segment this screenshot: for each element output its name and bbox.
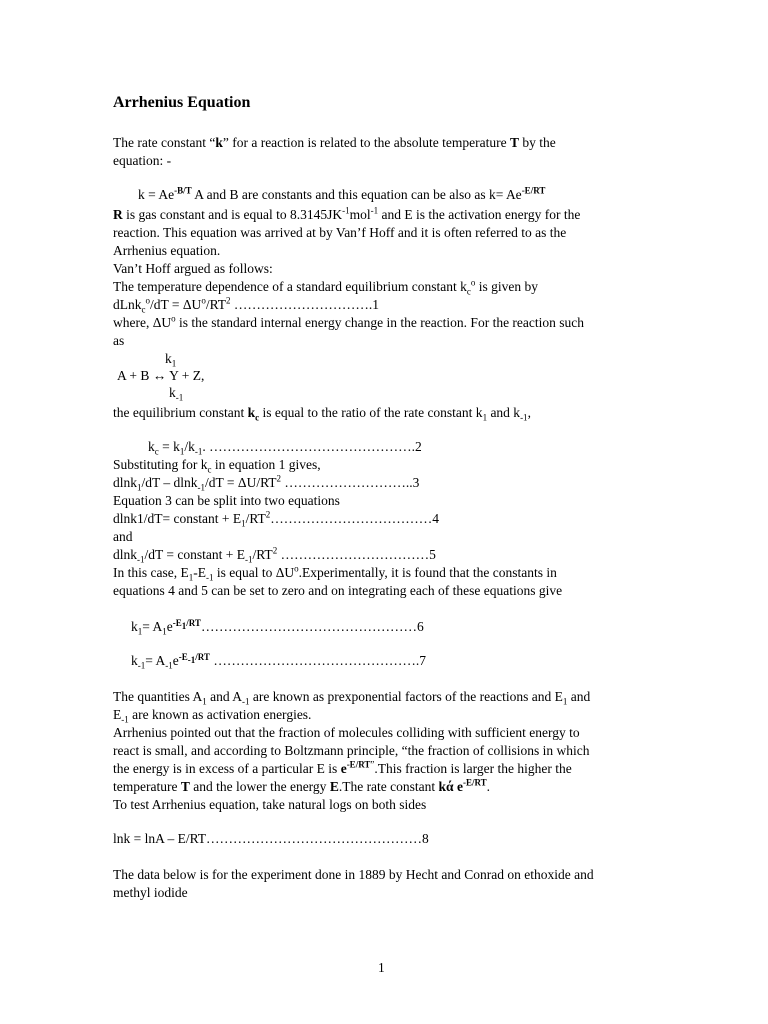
- paragraph-line: and: [113, 529, 133, 544]
- equation-4: dlnk1/dT= constant + $E_1/RT^2\dots\dots\dots\dots\dots\dots\dots\dots\dots\dots\dots\dots 4$: [113, 509, 440, 529]
- paragraph-line: the equilibrium constant $k_c$ is equal to the ratio of the rate constant $k_1$ and $k_{-1}$,: [113, 405, 531, 423]
- paragraph-line: The temperature dependence of a standard equilibrium constant $k_c^o$ is given by: [113, 277, 538, 297]
- paragraph-line: react is small, and according to Boltzmann principle, “the fraction of collisions in which: [113, 743, 590, 758]
- paragraph-line: The quantities $A_1$ and $A_{-1}$ are known as prexponential factors of the reactions and $E_1$ and: [113, 689, 591, 707]
- paragraph-line: $E_{-1}$ are known as activation energies.: [113, 707, 312, 725]
- paragraph-line: Equation 3 can be split into two equations: [113, 493, 340, 508]
- paragraph-line: the energy is in excess of a particular E is $e^{-E/RT”}.This$ fraction is larger the higher the: [113, 759, 572, 776]
- equation-5: dlnk$_{-1}$/dT = constant + $E_{-1}/RT^2$ ……………………………5: [113, 545, 436, 565]
- equation-2: $k_c = k_1/k_{-1}$. ……………………………………….2: [148, 439, 422, 457]
- paragraph-line: To test Arrhenius equation, take natural logs on both sides: [113, 797, 427, 812]
- reaction-forward-rate: $k_1$: [165, 351, 177, 369]
- equation-3: $dlnk_1/dT - dlnk_{-1}/dT = \Delta U/RT^2$ ………………………..3: [113, 473, 420, 493]
- paragraph-line: as: [113, 333, 125, 348]
- paragraph-line: equation: -: [113, 153, 172, 168]
- paragraph-line: The data below is for the experiment done in 1889 by Hecht and Conrad on ethoxide and: [113, 867, 594, 882]
- paragraph-line: where, $\Delta U^o$ is the standard internal energy change in the reaction. For the reaction such: [113, 313, 585, 330]
- page-number: 1: [378, 960, 385, 975]
- paragraph-line: Arrhenius equation.: [113, 243, 221, 258]
- paragraph-line: In this case, $E_1-E_{-1}$ is equal to $\Delta U^o.Experimentally$, it is found that the constants in: [113, 563, 557, 583]
- paragraph-line: The rate constant “k” for a reaction is related to the absolute temperature T by the: [113, 135, 556, 150]
- paragraph-line: methyl iodide: [113, 885, 188, 900]
- reaction-equation: A + B ↔ Y + Z,: [117, 368, 205, 383]
- equation-arrhenius: $k = Ae^{-B/T}$ A and B are constants and this equation can be also as $k= Ae^{-E/RT}$: [138, 185, 546, 202]
- reaction-reverse-rate: $k_{-1}$: [169, 385, 184, 403]
- equation-1: dLnk$_c^o$/dT = $\Delta U^o/RT^2$ ………………………….1: [113, 295, 380, 315]
- paragraph-line: reaction. This equation was arrived at by Van’f Hoff and it is often referred to as the: [113, 225, 567, 240]
- equation-7: $k_{-1}= A_{-1}e^{-E_{-1}/RT}$ ……………………………………….7: [131, 651, 426, 671]
- equation-8: lnk = lnA – E/RT…………………………………………8: [113, 831, 429, 846]
- paragraph-line: equations 4 and 5 can be set to zero and on integrating each of these equations give: [113, 583, 563, 598]
- paragraph-line: Van’t Hoff argued as follows:: [113, 261, 273, 276]
- page-title: Arrhenius Equation: [113, 94, 251, 111]
- equation-6: $k_1=$ $A_1e^{-E_1/RT}\dots\dots\dots\dots\dots\dots\dots\dots\dots\dots\dots\dots\dots\dots\dots\dots 6$: [131, 617, 424, 637]
- paragraph-line: Arrhenius pointed out that the fraction of molecules colliding with sufficient energy to: [113, 725, 580, 740]
- paragraph-line: R is gas constant and is equal to $8.3145JK^{-1}mol^{-1}$ and E is the activation energy for the: [113, 205, 581, 222]
- paragraph-line: Substituting for $k_c$ in equation 1 gives,: [113, 457, 321, 475]
- paragraph-line: temperature T and the lower the energy E.The rate constant kά $e^{-E/RT}$.: [113, 777, 491, 794]
